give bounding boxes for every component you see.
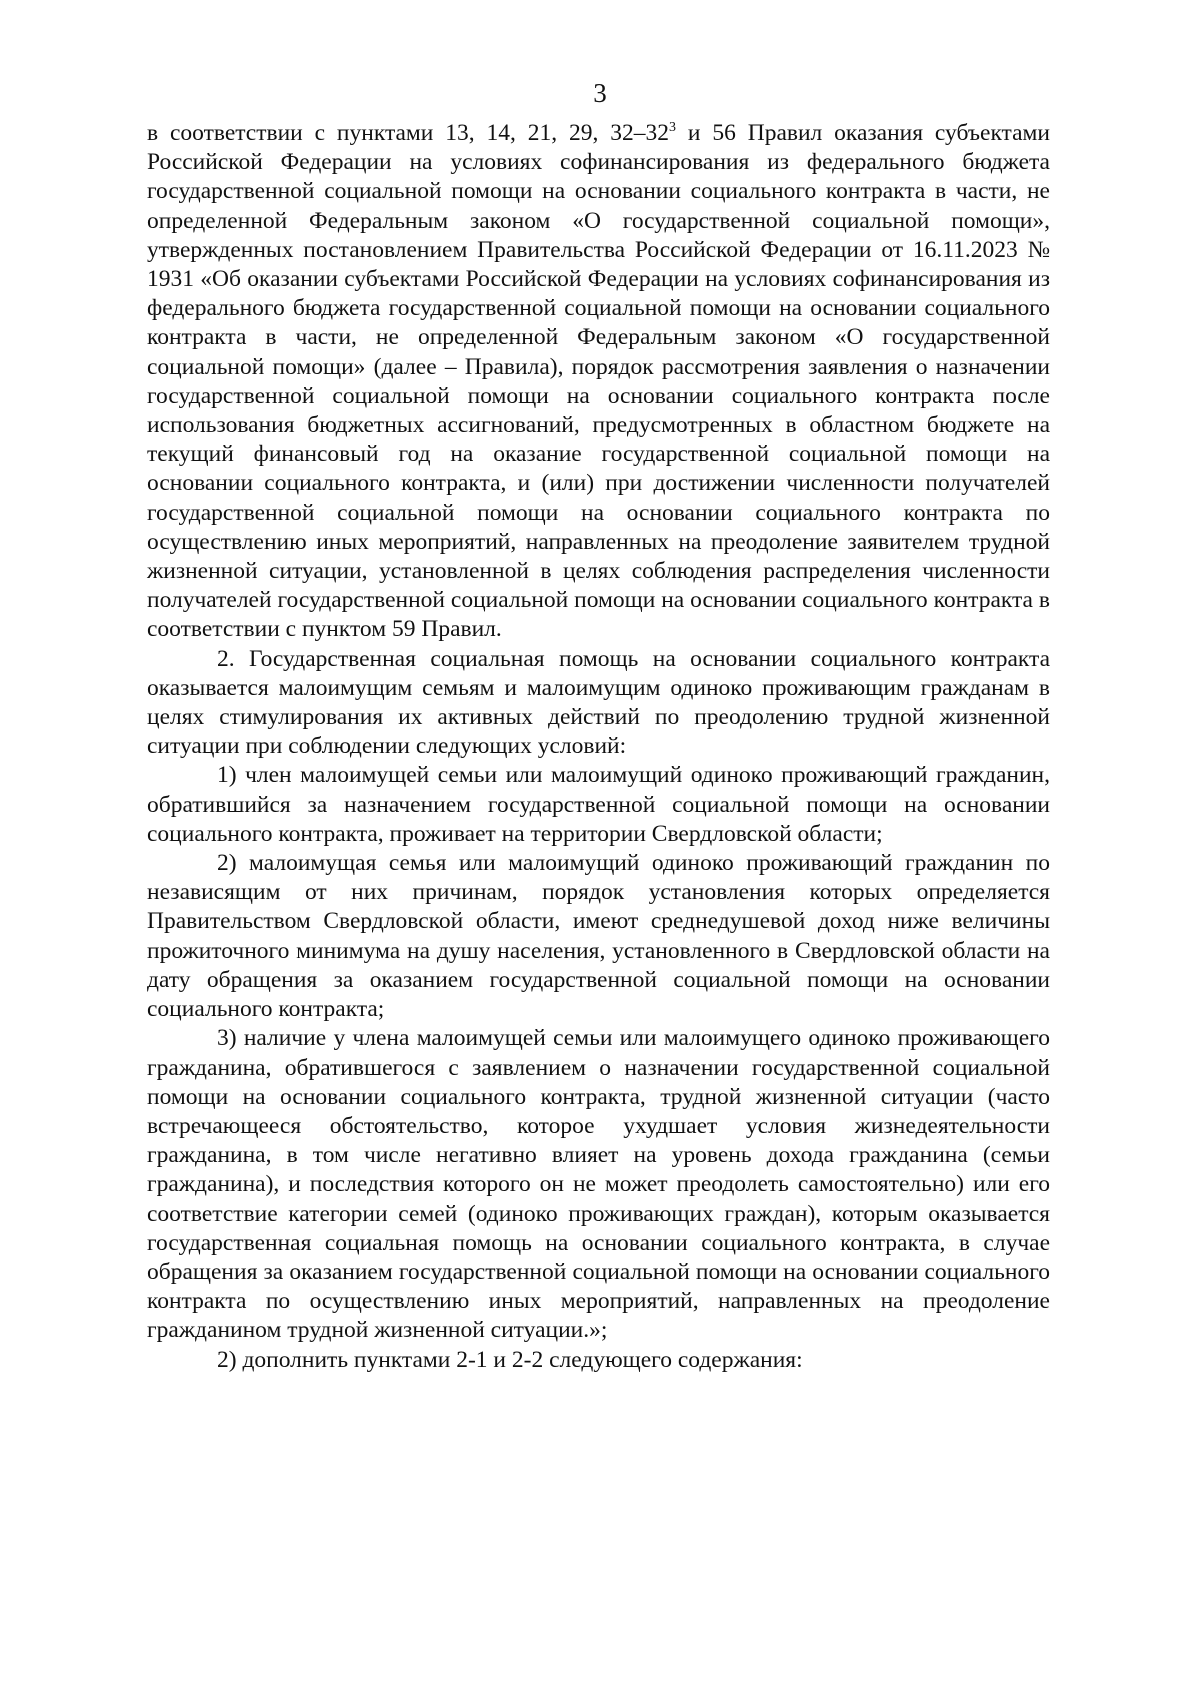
paragraph-item-2: 2. Государственная социальная помощь на основании социального контракта оказывается малоимущим семьям и малоимущим одиноко проживающим гражданам в целях стимулирования их активных действий по преодолению трудной жизненной ситуации при соблюдении следующих условий:	[147, 645, 1050, 760]
paragraph-continuation	[147, 119, 1050, 645]
paragraph-subitem-3: 3) наличие у члена малоимущей семьи или малоимущего одиноко проживающего гражданина, обратившегося с заявлением о назначении государственной социальной помощи на основании социального контракта, трудной жизненной ситуации (часто встречающееся обстоятельство, которое ухудшает условия жизнедеятельности гражданина, в том числе негативно влияет на уровень дохода гражданина (семьи гражданина), и последствия которого он не может преодолеть самостоятельно) или его соответствие категории семей (одиноко проживающих граждан), которым оказывается государственная социальная помощь на основании социального контракта, в случае обращения за оказанием государственной социальной помощи на основании социального контракта по осуществлению иных мероприятий, направленных на преодоление гражданином трудной жизненной ситуации.»;	[147, 1025, 1050, 1344]
paragraph-text: в соответствии с пунктами 13, 14, 21, 29, 32–32	[147, 120, 670, 146]
paragraph-amendment-2: 2) дополнить пунктами 2-1 и 2-2 следующего содержания:	[217, 1346, 803, 1373]
superscript-index: 3	[669, 120, 677, 135]
paragraph-subitem-1: 1) член малоимущей семьи или малоимущий одиноко проживающий гражданин, обратившийся за назначением государственной социальной помощи на основании социального контракта, проживает на территории Свердловской области;	[147, 762, 1050, 847]
paragraph-text: и 56 Правил оказания субъектами Российской Федерации на условиях софинансирования из федерального бюджета государственной социальной помощи на основании социального контракта в части, не определенной Федеральным законом «О государственной социальной помощи», утвержденных постановлением Правительства Российской Федерации от 16.11.2023 № 1931 «Об оказании субъектами Российской Федерации на условиях софинансирования из федерального бюджета государственной социальной помощи на основании социального контракта в части, не определенной Федеральным законом «О государственной социальной помощи» (далее – Правила), порядок рассмотрения заявления о назначении государственной социальной помощи на основании социального контракта после использования бюджетных ассигнований, предусмотренных в областном бюджете на текущий финансовый год на оказание государственной социальной помощи на основании социального контракта, и (или) при достижении численности получателей государственной социальной помощи на основании социального контракта по осуществлению иных мероприятий, направленных на преодоление заявителем трудной жизненной ситуации, установленной в целях соблюдения распределения численности получателей государственной социальной помощи на основании социального контракта в соответствии с пунктом 59 Правил.	[147, 120, 1050, 643]
document-body	[147, 119, 1050, 1375]
paragraph-subitem-2: 2) малоимущая семья или малоимущий одиноко проживающий гражданин по независящим от них причинам, порядок установления которых определяется Правительством Свердловской области, имеют среднедушевой доход ниже величины прожиточного минимума на душу населения, установленного в Свердловской области на дату обращения за оказанием государственной социальной помощи на основании социального контракта;	[147, 850, 1050, 1023]
page-number: 3	[593, 78, 607, 108]
